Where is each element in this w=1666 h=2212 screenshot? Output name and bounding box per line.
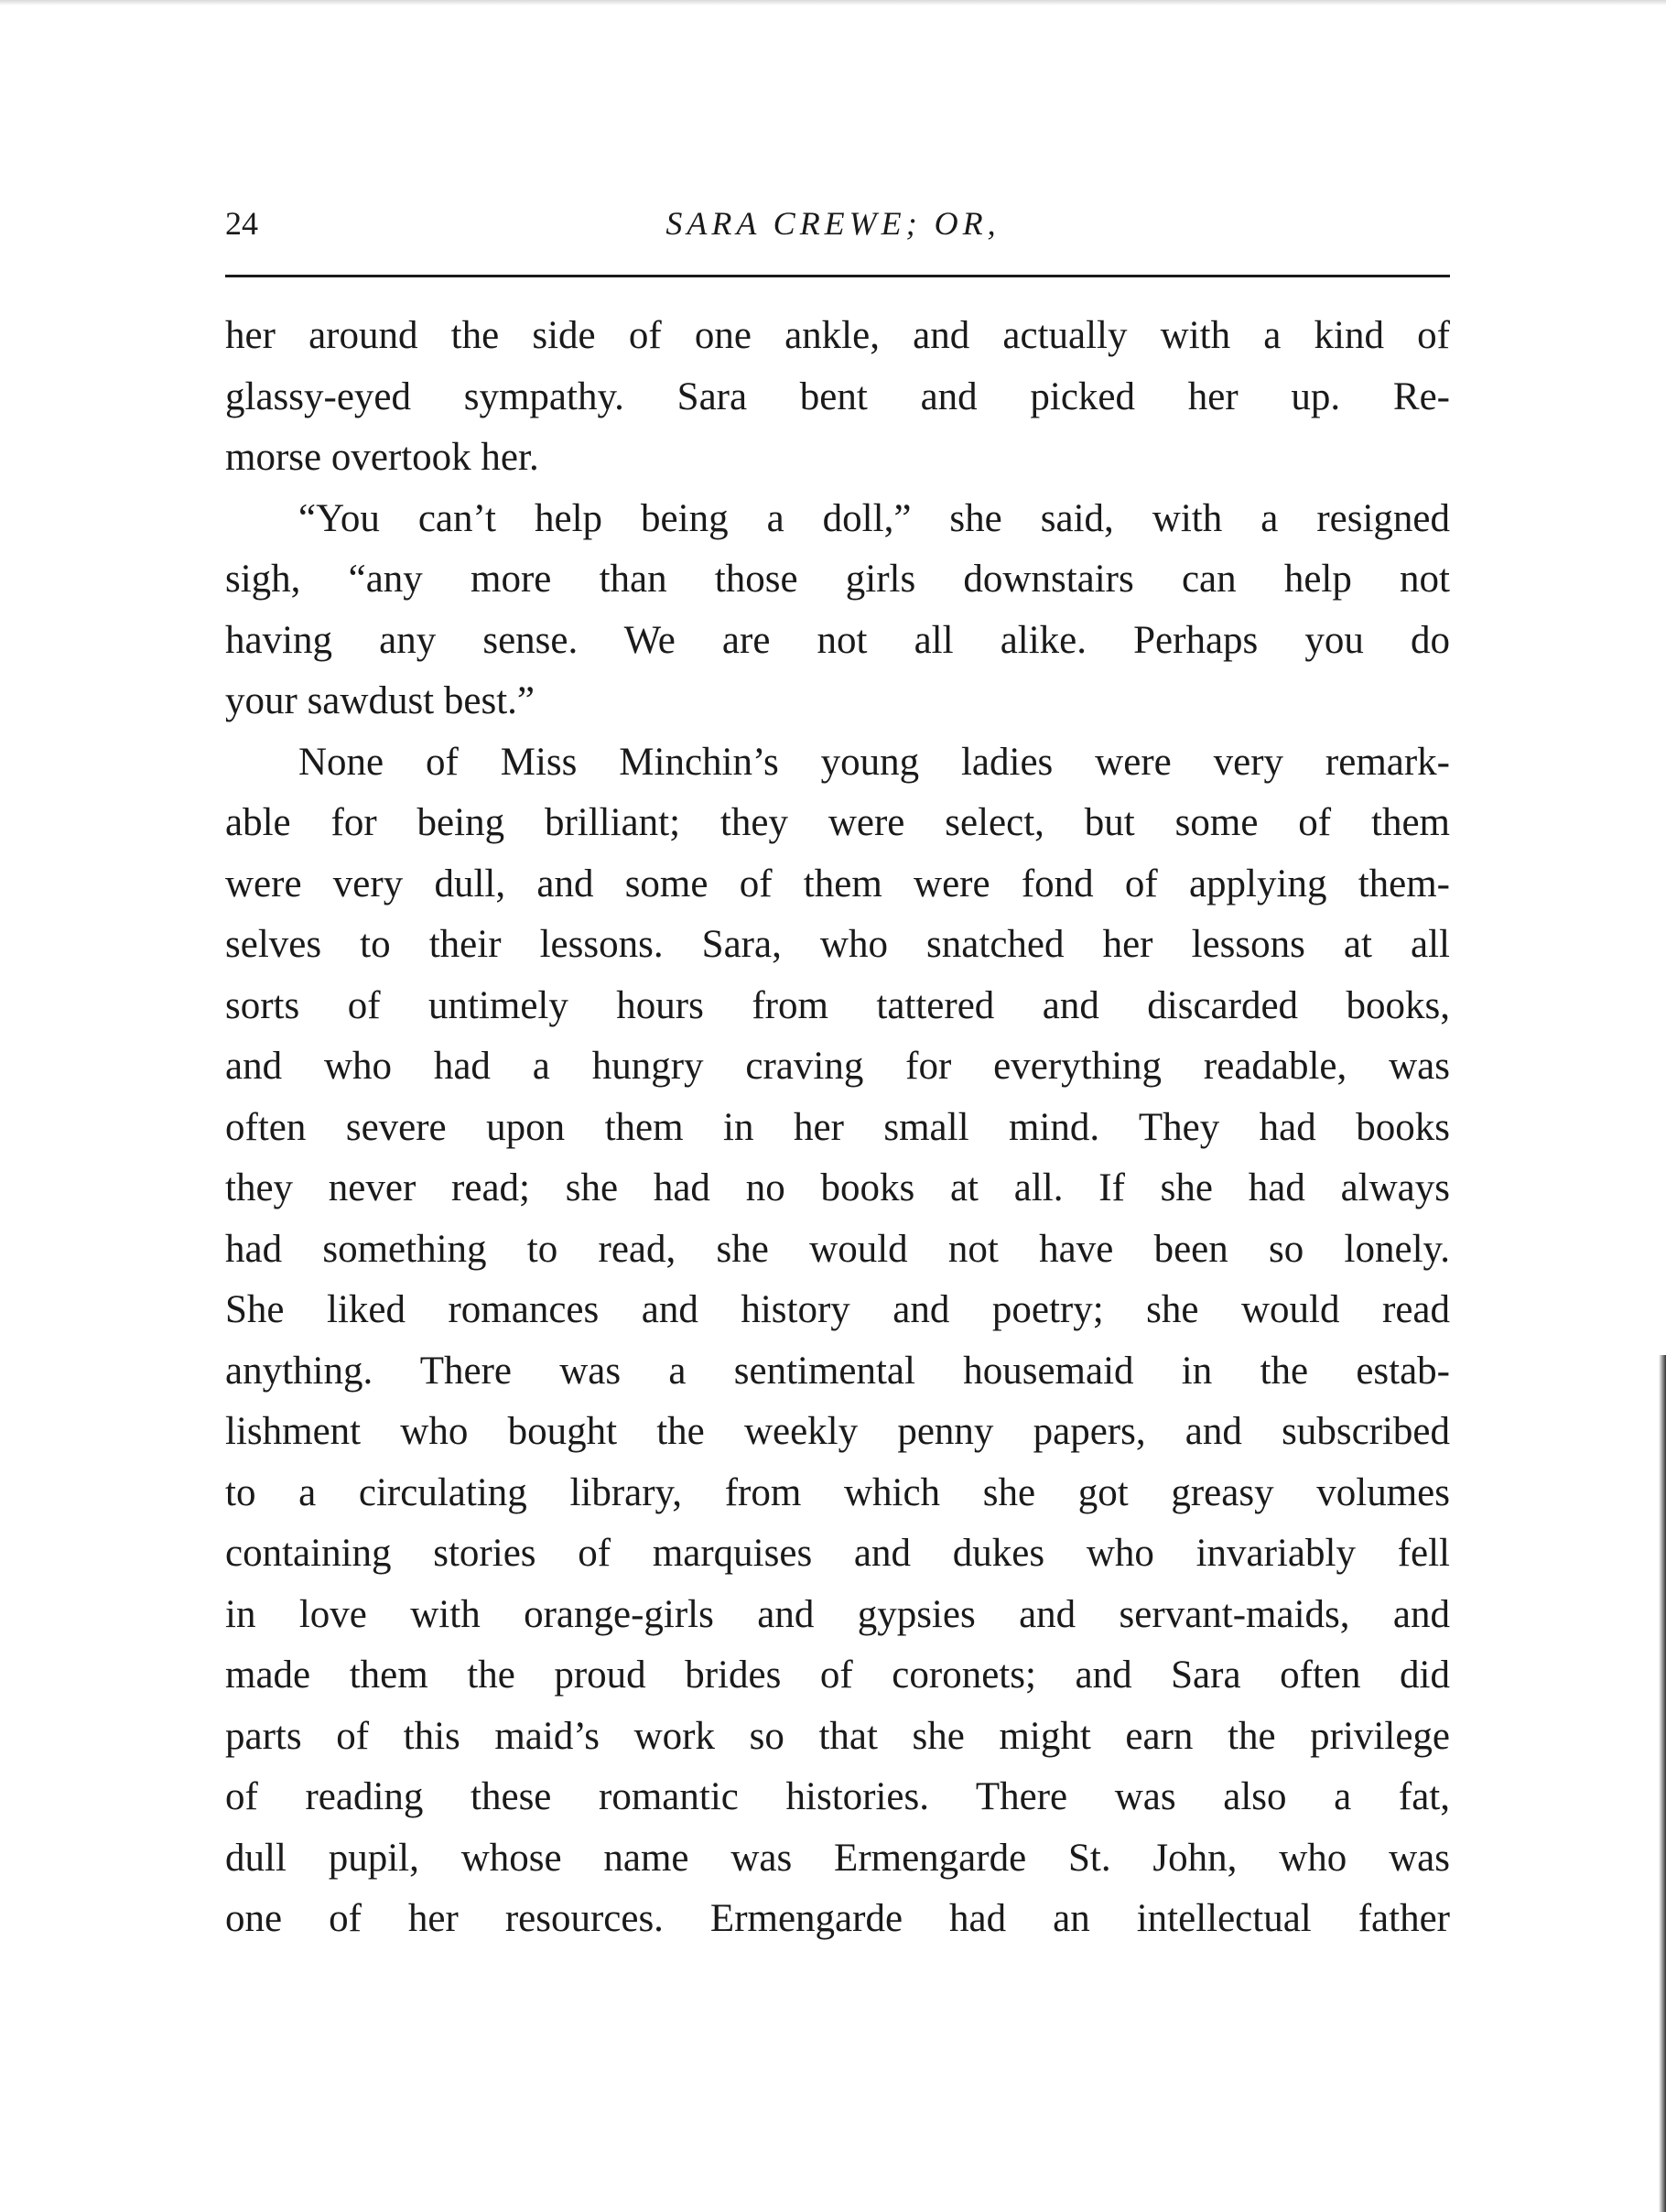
text-line: her around the side of one ankle, and actually with a kind of xyxy=(225,314,1450,357)
text-line: containing stories of marquises and dukes who invariably fell xyxy=(225,1532,1450,1575)
running-title: SARA CREWE; OR, xyxy=(665,205,1001,242)
text-line: dull pupil, whose name was Ermengarde St. John, who was xyxy=(225,1836,1450,1880)
text-line: morse overtook her. xyxy=(225,436,539,479)
text-line: to a circulating library, from which she got greasy volumes xyxy=(225,1470,1450,1514)
text-line: they never read; she had no books at all. If she had always xyxy=(225,1166,1450,1209)
text-line: sigh, “any more than those girls downstairs can help not xyxy=(225,558,1450,601)
running-head xyxy=(0,196,1666,251)
text-line: your sawdust best.” xyxy=(225,679,535,722)
page-top-edge xyxy=(0,0,1666,5)
text-line: anything. There was a sentimental housemaid in the estab- xyxy=(225,1349,1450,1393)
text-line: one of her resources. Ermengarde had an intellectual father xyxy=(225,1897,1450,1940)
text-line: having any sense. We are not all alike. Perhaps you do xyxy=(225,618,1450,662)
text-line: of reading these romantic histories. There was also a fat, xyxy=(225,1775,1450,1818)
page-number: 24 xyxy=(225,205,258,242)
body-text xyxy=(225,306,1450,1950)
text-line: able for being brilliant; they were select, but some of them xyxy=(225,801,1450,844)
text-line: often severe upon them in her small mind. They had books xyxy=(225,1105,1450,1149)
text-line: glassy-eyed sympathy. Sara bent and picked her up. Re- xyxy=(225,374,1450,418)
text-line: had something to read, she would not have been so lonely. xyxy=(225,1227,1450,1271)
page-binding-edge xyxy=(1659,1355,1666,2212)
text-line: were very dull, and some of them were fond of applying them- xyxy=(225,862,1450,905)
header-rule xyxy=(225,275,1450,277)
text-line: sorts of untimely hours from tattered and discarded books, xyxy=(225,983,1450,1027)
text-line: None of Miss Minchin’s young ladies were very remark- xyxy=(298,740,1450,784)
text-line: made them the proud brides of coronets; and Sara often did xyxy=(225,1654,1450,1697)
text-line: parts of this maid’s work so that she might earn the privilege xyxy=(225,1714,1450,1758)
text-line: “You can’t help being a doll,” she said, with a resigned xyxy=(298,496,1450,540)
text-line: selves to their lessons. Sara, who snatched her lessons at all xyxy=(225,923,1450,966)
text-line: lishment who bought the weekly penny papers, and subscribed xyxy=(225,1410,1450,1453)
text-line: and who had a hungry craving for everything readable, was xyxy=(225,1045,1450,1088)
text-line: She liked romances and history and poetry; she would read xyxy=(225,1288,1450,1331)
text-line: in love with orange-girls and gypsies and servant-maids, and xyxy=(225,1592,1450,1636)
